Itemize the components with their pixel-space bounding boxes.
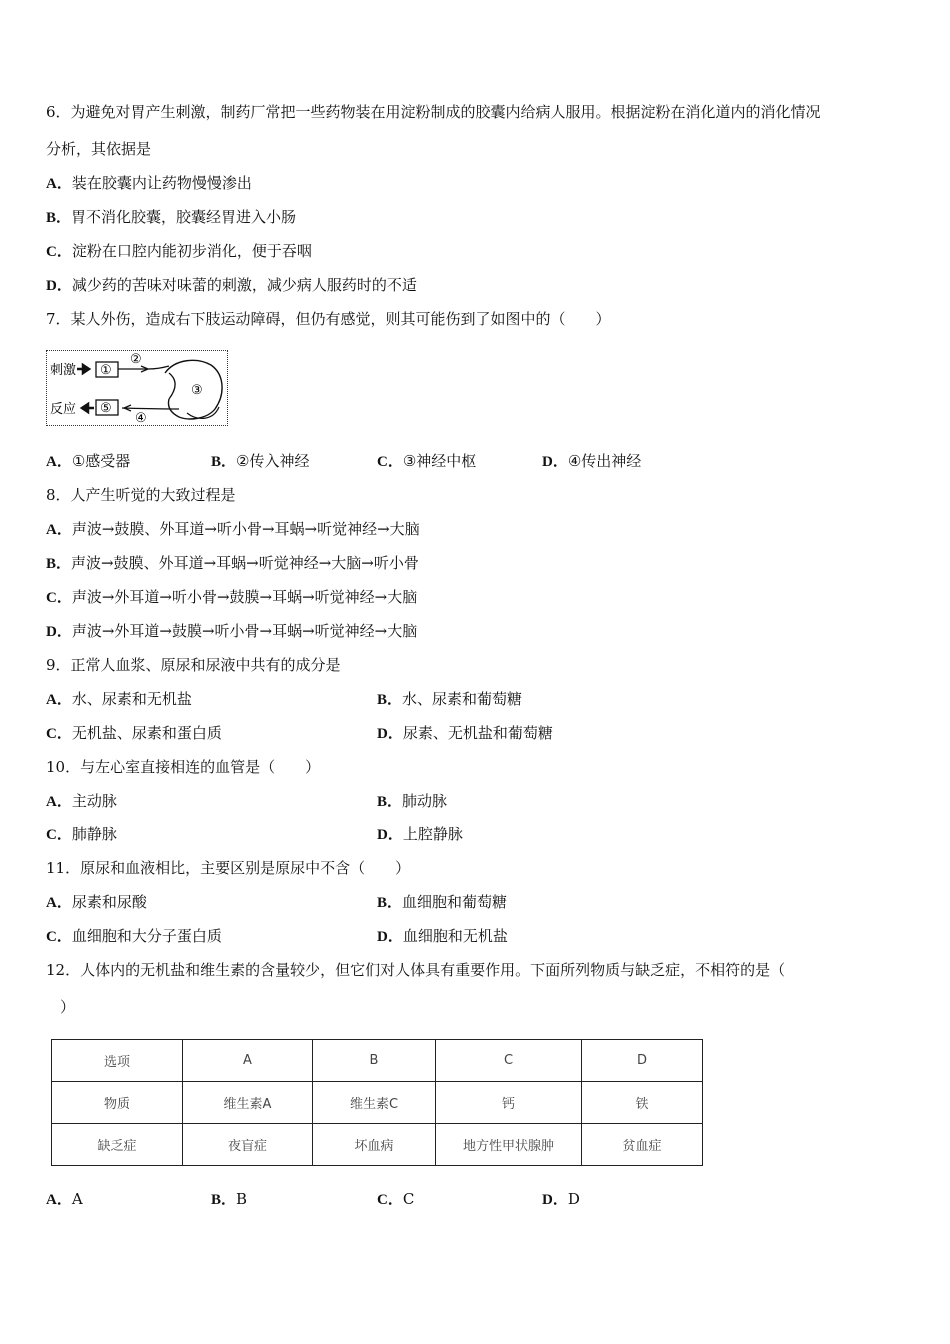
q11-stem: 11．原尿和血液相比，主要区别是原尿中不含（ ） (46, 859, 411, 877)
q9-option-d[interactable] (377, 722, 553, 745)
option-label: B． (211, 454, 237, 470)
option-text: ④传出神经 (567, 452, 642, 470)
table-row (52, 1124, 703, 1166)
q12-stem-line2: ） (60, 998, 76, 1016)
table-cell: 选项 (52, 1040, 183, 1082)
option-text: 淀粉在口腔内能初步消化，便于吞咽 (71, 242, 312, 260)
option-label: D． (377, 726, 403, 742)
option-text: A (71, 1190, 83, 1208)
option-text: 上腔静脉 (402, 825, 463, 843)
option-text: 肺静脉 (71, 825, 117, 843)
option-text: 装在胶囊内让药物慢慢渗出 (71, 174, 252, 192)
q11-option-b[interactable] (377, 891, 507, 914)
q8-option-b[interactable] (46, 552, 419, 575)
q8-stem: 8．人产生听觉的大致过程是 (46, 486, 236, 504)
option-text: D (567, 1190, 580, 1208)
option-label: C． (46, 244, 72, 260)
node-4-label: ④ (135, 411, 147, 426)
node-5-label: ⑤ (100, 401, 112, 416)
option-label: C． (46, 929, 72, 945)
option-label: C． (377, 454, 403, 470)
reflex-arc-diagram (46, 350, 228, 426)
q9-option-a[interactable] (46, 688, 192, 711)
option-text: ③神经中枢 (402, 452, 477, 470)
q7-stem: 7．某人外伤，造成右下肢运动障碍，但仍有感觉，则其可能伤到了如图中的（ ） (46, 310, 611, 328)
option-text: 声波→鼓膜、外耳道→听小骨→耳蜗→听觉神经→大脑 (71, 520, 420, 538)
option-label: A． (46, 522, 72, 538)
table-row (52, 1082, 703, 1124)
option-label: C． (377, 1192, 403, 1208)
q10-option-c[interactable] (46, 823, 117, 846)
option-text: 声波→外耳道→听小骨→鼓膜→耳蜗→听觉神经→大脑 (71, 588, 418, 606)
response-arrow-icon (82, 404, 94, 412)
table-row (52, 1040, 703, 1082)
q12-option-a[interactable] (46, 1188, 83, 1211)
q8-option-c[interactable] (46, 586, 417, 609)
option-label: D． (542, 454, 568, 470)
vitamin-mineral-table (51, 1039, 703, 1166)
option-label: D． (377, 929, 403, 945)
table-cell: B (313, 1040, 436, 1082)
q12-option-d[interactable] (542, 1188, 580, 1211)
table-cell: 维生素C (313, 1082, 436, 1124)
option-text: 水、尿素和葡萄糖 (402, 690, 523, 708)
q8-option-d[interactable] (46, 620, 417, 643)
option-text: 主动脉 (71, 792, 117, 810)
afferent-nerve (148, 366, 169, 369)
option-label: D． (46, 624, 72, 640)
option-text: 尿素和尿酸 (71, 893, 147, 911)
option-text: 声波→鼓膜、外耳道→耳蜗→听觉神经→大脑→听小骨 (71, 554, 419, 572)
q8-option-a[interactable] (46, 518, 420, 541)
option-text: 肺动脉 (402, 792, 448, 810)
option-label: A． (46, 454, 72, 470)
reflex-arc-svg (47, 351, 229, 427)
table-cell: C (436, 1040, 582, 1082)
table-cell: 坏血病 (313, 1124, 436, 1166)
option-text: ①感受器 (71, 452, 131, 470)
option-text: 胃不消化胶囊，胶囊经胃进入小肠 (71, 208, 297, 226)
efferent-nerve (122, 408, 179, 409)
q9-option-b[interactable] (377, 688, 522, 711)
q10-stem: 10．与左心室直接相连的血管是（ ） (46, 758, 321, 776)
q12-option-c[interactable] (377, 1188, 414, 1211)
table-cell: 夜盲症 (183, 1124, 313, 1166)
option-label: B． (211, 1192, 237, 1208)
option-label: B． (46, 210, 72, 226)
option-text: 血细胞和大分子蛋白质 (71, 927, 222, 945)
q6-option-d[interactable] (46, 274, 417, 297)
q7-option-b[interactable] (211, 450, 309, 473)
table-cell: 贫血症 (582, 1124, 703, 1166)
q6-stem-line1: 6．为避免对胃产生刺激，制药厂常把一些药物装在用淀粉制成的胶囊内给病人服用。根据淀粉在消化道内的消化情况 (46, 103, 821, 121)
q6-stem-line2: 分析，其依据是 (46, 140, 152, 158)
option-label: C． (46, 726, 72, 742)
q10-option-a[interactable] (46, 790, 117, 813)
option-label: A． (46, 1192, 72, 1208)
option-text: 声波→外耳道→鼓膜→听小骨→耳蜗→听觉神经→大脑 (71, 622, 418, 640)
table-cell: 物质 (52, 1082, 183, 1124)
option-text: 减少药的苦味对味蕾的刺激，减少病人服药时的不适 (71, 276, 417, 294)
option-label: B． (46, 556, 72, 572)
option-label: D． (377, 827, 403, 843)
q11-option-c[interactable] (46, 925, 222, 948)
option-label: D． (46, 278, 72, 294)
q6-option-b[interactable] (46, 206, 296, 229)
q7-option-a[interactable] (46, 450, 130, 473)
option-text: 血细胞和无机盐 (402, 927, 508, 945)
table-cell: 维生素A (183, 1082, 313, 1124)
option-label: A． (46, 895, 72, 911)
node-1-label: ① (100, 363, 112, 378)
q6-option-a[interactable] (46, 172, 252, 195)
node-2-label: ② (130, 352, 142, 367)
option-text: 无机盐、尿素和蛋白质 (71, 724, 222, 742)
option-label: B． (377, 895, 403, 911)
option-text: 血细胞和葡萄糖 (402, 893, 508, 911)
table-cell: 缺乏症 (52, 1124, 183, 1166)
option-label: D． (542, 1192, 568, 1208)
q9-option-c[interactable] (46, 722, 222, 745)
table-cell: 钙 (436, 1082, 582, 1124)
q10-option-b[interactable] (377, 790, 447, 813)
table-cell: A (183, 1040, 313, 1082)
table-cell: D (582, 1040, 703, 1082)
option-text: 尿素、无机盐和葡萄糖 (402, 724, 553, 742)
option-label: B． (377, 692, 403, 708)
q12-option-b[interactable] (211, 1188, 247, 1211)
option-text: C (402, 1190, 415, 1208)
spinal-cord-inner (169, 373, 175, 399)
q11-option-a[interactable] (46, 891, 147, 914)
q6-option-c[interactable] (46, 240, 312, 263)
option-label: C． (46, 590, 72, 606)
q10-option-d[interactable] (377, 823, 463, 846)
option-label: B． (377, 794, 403, 810)
option-label: A． (46, 794, 72, 810)
stimulus-arrow-icon (77, 365, 89, 373)
option-label: A． (46, 692, 72, 708)
stimulus-label: 刺激 (50, 363, 77, 378)
response-label: 反应 (50, 402, 77, 417)
option-text: ②传入神经 (236, 452, 310, 470)
option-label: C． (46, 827, 72, 843)
q12-stem-line1: 12．人体内的无机盐和维生素的含量较少，但它们对人体具有重要作用。下面所列物质与缺乏症，不相符的是（ (46, 961, 786, 979)
q7-option-c[interactable] (377, 450, 476, 473)
table-cell: 地方性甲状腺肿 (436, 1124, 582, 1166)
option-text: B (236, 1190, 248, 1208)
q9-stem: 9．正常人血浆、原尿和尿液中共有的成分是 (46, 656, 341, 674)
option-label: A． (46, 176, 72, 192)
q7-option-d[interactable] (542, 450, 641, 473)
table-cell: 铁 (582, 1082, 703, 1124)
node-3-label: ③ (191, 383, 203, 398)
q11-option-d[interactable] (377, 925, 508, 948)
option-text: 水、尿素和无机盐 (71, 690, 192, 708)
